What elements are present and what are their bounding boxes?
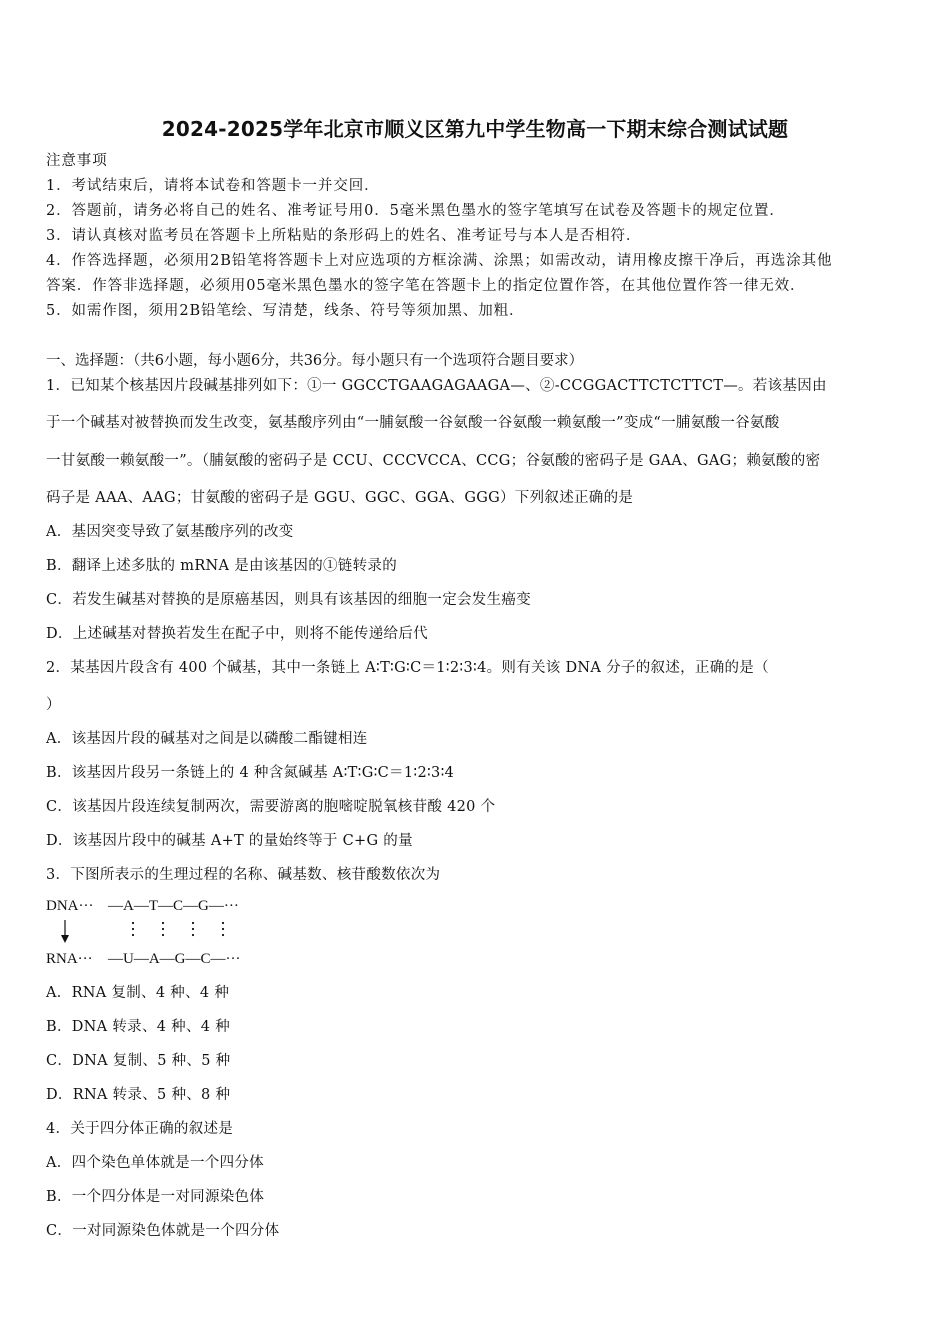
notice-item: 3．请认真核对监考员在答题卡上所粘贴的条形码上的姓名、准考证号与本人是否相符． [46,228,642,244]
question-2-text: ） [46,697,61,713]
figure-arrow-head-icon [61,935,69,943]
question-2-option-d: D．该基因片段中的碱基 A+T 的量始终等于 C+G 的量 [46,833,413,849]
notice-heading: 注意事项 [46,153,108,169]
question-1-option-d: D．上述碱基对替换若发生在配子中，则将不能传递给后代 [46,626,428,642]
question-2-option-b: B．该基因片段另一条链上的 4 种含氮碱基 A∶T∶G∶C＝1∶2∶3∶4 [46,765,455,781]
question-4-option-b: B．一个四分体是一对同源染色体 [46,1189,265,1205]
figure-base-pair-dots [132,922,224,936]
question-4-option-a: A．四个染色单体就是一个四分体 [46,1155,264,1171]
question-4-option-c: C．一对同源染色体就是一个四分体 [46,1223,280,1239]
notice-item: 1．考试结束后，请将本试卷和答题卡一并交回． [46,178,380,194]
transcription-figure [46,893,276,973]
figure-dna-strand: —A—T—C—G—··· [108,898,239,914]
question-3-text: 3．下图所表示的生理过程的名称、碱基数、核苷酸数依次为 [46,867,441,883]
notice-item: 答案．作答非选择题，必须用05毫米黑色墨水的签字笔在答题卡上的指定位置作答，在其他位置作答一律无效． [46,278,806,294]
question-3-option-a: A．RNA 复制、4 种、4 种 [46,985,230,1001]
question-1-option-a: A．基因突变导致了氨基酸序列的改变 [46,524,294,540]
notice-item: 5．如需作图，须用2B铅笔绘、写清楚，线条、符号等须加黑、加粗． [46,303,525,319]
question-3-option-b: B．DNA 转录、4 种、4 种 [46,1019,231,1035]
notice-item: 2．答题前，请务必将自己的姓名、准考证号用0．5毫米黑色墨水的签字笔填写在试卷及答题卡的规定位置． [46,203,785,219]
question-2-option-c: C．该基因片段连续复制两次，需要游离的胞嘧啶脱氧核苷酸 420 个 [46,799,496,815]
exam-title: 2024-2025学年北京市顺义区第九中学生物高一下期末综合测试试题 [161,117,789,141]
section-heading: 一、选择题：（共6小题，每小题6分，共36分。每小题只有一个选项符合题目要求） [46,353,584,369]
question-4-text: 4．关于四分体正确的叙述是 [46,1121,234,1137]
figure-dna-label: DNA··· [46,898,94,914]
question-3-option-c: C．DNA 复制、5 种、5 种 [46,1053,231,1069]
question-1-text: 码子是 AAA、AAG；甘氨酸的密码子是 GGU、GGC、GGA、GGG）下列叙述正确的是 [46,490,634,506]
question-1-text: 于一个碱基对被替换而发生改变，氨基酸序列由“一脯氨酸一谷氨酸一谷氨酸一赖氨酸一”变成“一脯氨酸一谷氨酸 [46,415,780,431]
question-1-text: 1．已知某个核基因片段碱基排列如下：①一 GGCCTGAAGAGAAGA—、②-CCGGACTTCTCTTCT—。若该基因由 [46,378,827,394]
figure-rna-strand: —U—A—G—C—··· [108,951,241,967]
question-3-option-d: D．RNA 转录、5 种、8 种 [46,1087,231,1103]
question-1-option-c: C．若发生碱基对替换的是原癌基因，则具有该基因的细胞一定会发生癌变 [46,592,531,608]
question-2-text: 2．某基因片段含有 400 个碱基，其中一条链上 A∶T∶G∶C＝1∶2∶3∶4。则有关该 DNA 分子的叙述，正确的是（ [46,660,769,676]
question-1-option-b: B．翻译上述多肽的 mRNA 是由该基因的①链转录的 [46,558,397,574]
notice-item: 4．作答选择题，必须用2B铅笔将答题卡上对应选项的方框涂满、涂黑；如需改动，请用橡皮擦干净后，再选涂其他 [46,253,833,269]
question-1-text: 一甘氨酸一赖氨酸一”。（脯氨酸的密码子是 CCU、CCCVCCA、CCG；谷氨酸的密码子是 GAA、GAG；赖氨酸的密 [46,453,821,469]
question-2-option-a: A．该基因片段的碱基对之间是以磷酸二酯键相连 [46,731,368,747]
figure-rna-label: RNA··· [46,951,93,967]
